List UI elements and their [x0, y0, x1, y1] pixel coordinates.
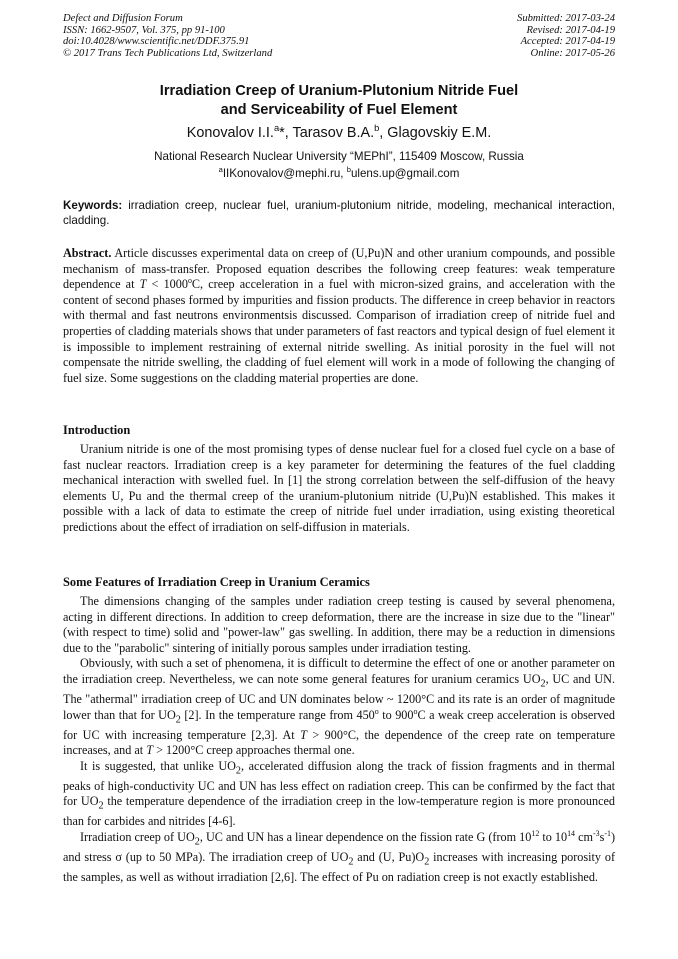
p4-text-f: ) and stress σ (up to 50 MPa). The irradiation creep of UO [63, 830, 615, 865]
features-paragraph-1: The dimensions changing of the samples under radiation creep testing is caused by several phenomena, acting in different directions. In addition to creep deformation, there are the increase in size due to the "linear" (with respect to time) solid and "power-law" gas swelling. In addition, there may be a reduction in dimensions due to the "parabolic" sintering of initially porous samples under irradiation testing. [63, 594, 615, 655]
author-2: Tarasov B.A. [292, 125, 375, 141]
p4-text-e: s [599, 830, 605, 845]
p3-text-a: It is suggested, that unlike UO [80, 758, 236, 773]
abstract-text-3: C, creep acceleration in a fuel with micron-sized grains, and acceleration with the content of second phases formed by impurities and fission products. The difference in creep behavior in reactors with thermal and fast neutrons environmentsis discussed. Comparison of irradiation creep of nitride fuel and properties of cladding materials shows that under parameters of fast reactors and typical design of fuel element it is impossible to implement restraining of external nitride swelling. As initial porosity in the fuel will not compensate the nitride swelling, the cladding of fuel element will work in a mode of following the changing of fuel size. Some suggestions on the cladding material properties are done. [63, 277, 616, 385]
affiliation: National Research Nuclear University “MEPhI”, 115409 Moscow, Russia [154, 150, 524, 163]
features-body [63, 594, 615, 886]
introduction-paragraph: Uranium nitride is one of the most promising types of dense nuclear fuel for a closed fuel cycle on a base of fast nuclear reactors. Irradiation creep is a key parameter for determining the features of the fuel cladding mechanical interaction with swelled fuel. In [1] the strong correlation between the self-diffusion of the heavy elements U, Pu and the thermal creep of the uranium-plutonium nitride (U,Pu)N established. This makes it possible with a lack of data to estimate the creep of nitride fuel under irradiation, using existing theoretical predictions about the effect of irradiation on self-diffusion in materials. [63, 442, 615, 534]
introduction-heading: Introduction [63, 423, 131, 437]
submitted-date: Submitted: 2017-03-24 [517, 13, 615, 24]
p2-text-f: > 900°C, the dependence of the creep rate on temperature increases, and at [63, 727, 616, 758]
features-paragraph-4 [63, 830, 615, 886]
p2-text-g: > 1200°C creep approaches thermal one. [153, 743, 355, 758]
journal-name: Defect and Diffusion Forum [63, 13, 183, 24]
features-paragraph-2 [63, 656, 615, 758]
keywords-text: irradiation creep, nuclear fuel, uranium-plutonium nitride, modeling, mechanical interaction, cladding. [63, 199, 615, 227]
email-b[interactable]: ulens.up@gmail.com [350, 167, 460, 180]
paper-title [63, 82, 615, 120]
p4-sub-1: 2 [194, 836, 200, 848]
abstract-label: Abstract. [63, 246, 112, 260]
doi[interactable]: doi:10.4028/www.scientific.net/DDF.375.91 [63, 36, 250, 48]
p2-text-d: to 900 [378, 707, 414, 722]
p2-text-c: [2]. In the temperature range from 450 [180, 707, 375, 722]
p3-sub-1: 2 [235, 765, 241, 777]
author-list: Konovalov I.I.$^a$*, Tarasov B.A.$^b$, Glagovskiy E.M. [186, 123, 492, 141]
author-1-star: * [279, 125, 285, 141]
p2-T-2: T [146, 743, 154, 758]
abstract-T: T [139, 277, 147, 292]
p2-sub-1: 2 [540, 678, 546, 690]
issn-volume: ISSN: 1662-9507, Vol. 375, pp 91-100 [63, 24, 225, 36]
p3-text-c: the temperature dependence of the irradiation creep in the low-temperature region is more pronounced than for carbides and nitrides [4-6]. [63, 794, 615, 829]
abstract-deg: o [187, 276, 192, 286]
p3-sub-2: 2 [98, 800, 104, 812]
p2-deg-1: o [374, 706, 379, 716]
email-b-sup: b [346, 165, 351, 175]
abstract [63, 246, 615, 386]
title-line-2: and Serviceability of Fuel Element [220, 102, 458, 118]
abstract-text-2: < 1000 [146, 277, 188, 292]
journal-info [63, 13, 272, 59]
abstract-paragraph [63, 246, 615, 386]
p4-text-b: , UC and UN has a linear dependence on the fission rate G (from 10 [199, 830, 532, 845]
p4-sup-3: -3 [592, 829, 600, 838]
publication-dates [517, 13, 615, 59]
p4-text-a: Irradiation creep of UO [80, 830, 195, 845]
revised-date: Revised: 2017-04-19 [526, 24, 615, 36]
features-paragraph-3 [63, 759, 615, 830]
p4-sub-2: 2 [348, 856, 354, 868]
author-2-sup: b [374, 123, 380, 134]
author-1-sup: a [273, 123, 280, 134]
p4-sup-1: 12 [531, 829, 540, 838]
accepted-date: Accepted: 2017-04-19 [520, 36, 615, 48]
p4-text-g: and (U, Pu)O [353, 850, 425, 865]
p4-text-c: to 10 [539, 830, 568, 845]
introduction-body [63, 442, 615, 536]
p3-text-b: , accelerated diffusion along the track of fission fragments and in thermal peaks of high-conductivity UC and UN has less effect on radiation creep. This can be confirmed by the fact that for UO [63, 758, 615, 809]
author-1: Konovalov I.I. [186, 125, 274, 141]
journal-header [63, 13, 615, 63]
email-a[interactable]: IIKonovalov@mephi.ru, [222, 167, 344, 180]
abstract-text-1: Article discusses experimental data on creep of (U,Pu)N and other uranium compounds, and possible mechanism of mass-transfer. Proposed equation describes the following creep features: weak temperature dependence at [63, 246, 615, 292]
p4-sup-4: -1 [604, 829, 611, 838]
author-3: Glagovskiy E.M. [387, 125, 492, 141]
keywords-label: Keywords: [63, 199, 123, 212]
email-a-sup: a [218, 165, 223, 175]
p2-text-b: , UC and UN. The "athermal" irradiation creep of UC and UN dominates below ~ 1200°C and its rate is an order of magnitude lower than that for UO [63, 671, 615, 722]
copyright: © 2017 Trans Tech Publications Ltd, Switzerland [63, 47, 273, 59]
features-heading: Some Features of Irradiation Creep in Uranium Ceramics [63, 575, 370, 589]
p2-text-a: Obviously, with such a set of phenomena, it is difficult to determine the effect of one or another parameter on the irradiation creep. Nevertheless, we can note some general features for uranium ceramics UO [63, 656, 615, 686]
p2-T-1: T [300, 727, 307, 742]
p4-sub-3: 2 [424, 856, 430, 868]
keywords [63, 198, 615, 228]
online-date: Online: 2017-05-26 [530, 47, 615, 59]
p4-sup-2: 14 [567, 829, 576, 838]
p2-sub-2: 2 [175, 714, 181, 726]
p2-deg-2: o [413, 706, 418, 716]
p2-text-e: C a weak creep acceleration is observed for UC with increasing temperature [2,3]. At [63, 707, 615, 742]
p4-text-d: cm [575, 830, 593, 845]
title-line-1: Irradiation Creep of Uranium-Plutonium Nitride Fuel [159, 83, 519, 99]
author-emails [63, 166, 615, 182]
p4-text-h: increases with increasing porosity of the samples, as well as without irradiation [2,6]. The effect of Pu on radiation creep is not exactly established. [63, 850, 616, 885]
